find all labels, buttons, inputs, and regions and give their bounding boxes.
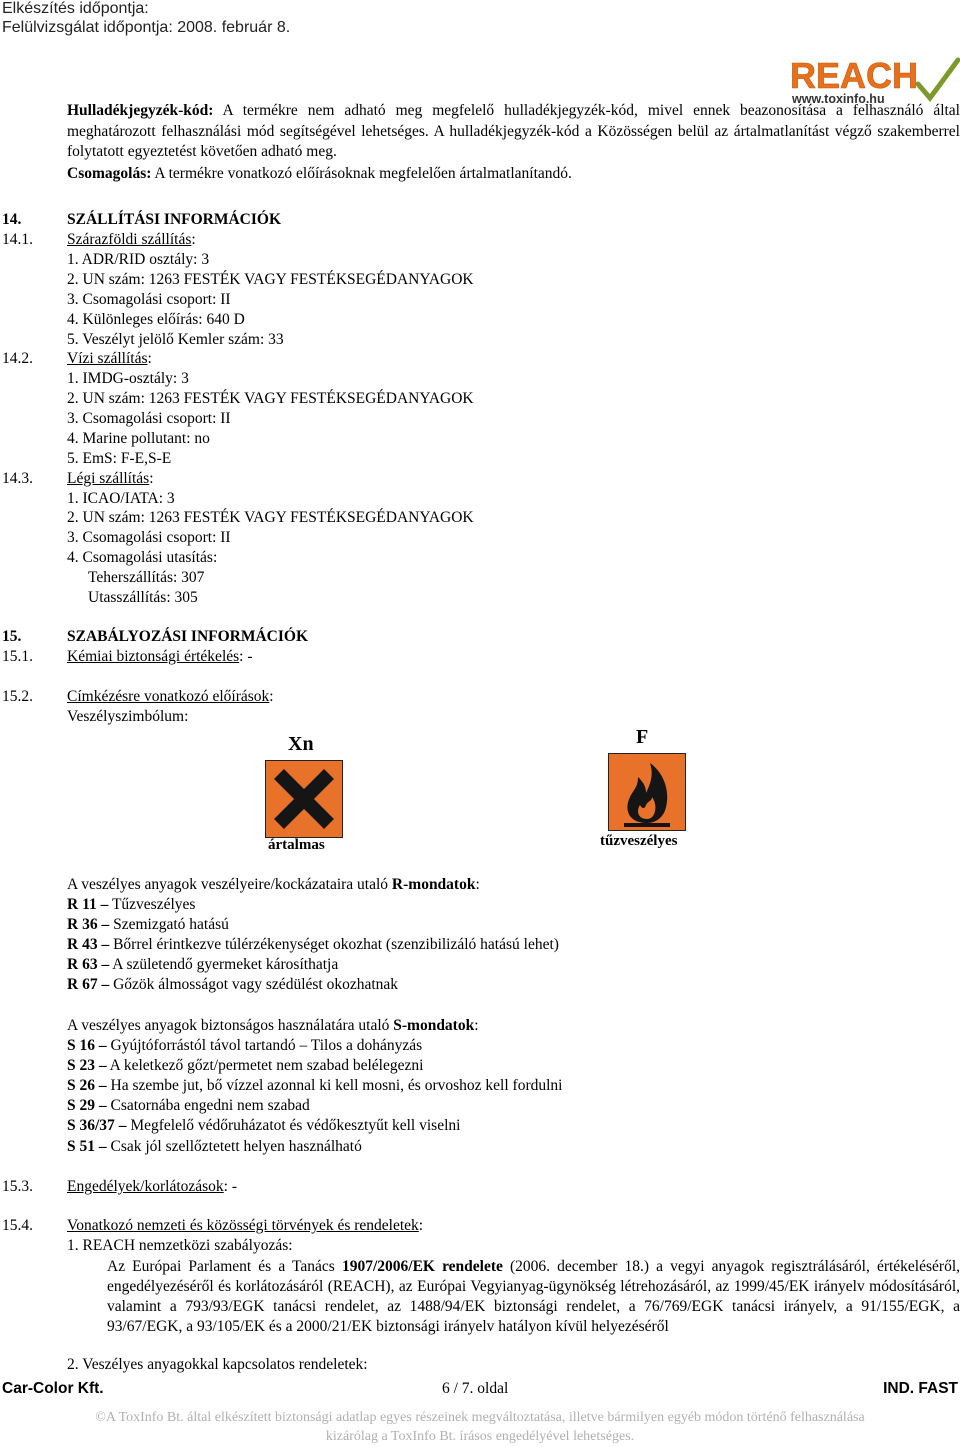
- r-phrase: R 36 – Szemizgató hatású: [67, 916, 229, 933]
- r-phrase: R 63 – A születendő gyermeket károsíthatja: [67, 956, 339, 973]
- section-15-3-number: 15.3.: [2, 1178, 33, 1195]
- harmful-symbol: [262, 733, 346, 855]
- flammable-symbol-name: tűzveszélyes: [600, 833, 678, 849]
- waste-paragraph: [67, 101, 960, 163]
- s-phrases-intro: A veszélyes anyagok biztonságos használatára utaló S-mondatok:: [67, 1017, 479, 1034]
- harmful-symbol-name: ártalmas: [268, 837, 325, 853]
- list-item: 2. UN szám: 1263 FESTÉK VAGY FESTÉKSEGÉDANYAGOK: [67, 271, 474, 288]
- section-15-1-title: Kémiai biztonsági értékelés: -: [67, 648, 253, 665]
- footer-copyright-line2: kizárólag a ToxInfo Bt. írásos engedélyével lehetséges.: [325, 1429, 635, 1444]
- r-phrases-intro: A veszélyes anyagok veszélyeire/kockázataira utaló R-mondatok:: [67, 876, 480, 893]
- section-14-title: SZÁLLÍTÁSI INFORMÁCIÓK: [67, 211, 282, 228]
- flammable-symbol-code: F: [636, 726, 649, 748]
- reach-regulation-item: 1. REACH nemzetközi szabályozás:: [67, 1237, 293, 1254]
- list-item: 1. ADR/RID osztály: 3: [67, 251, 210, 268]
- waste-label: Hulladékjegyzék-kód:: [67, 102, 214, 119]
- harmful-x-icon: [265, 760, 343, 838]
- section-14-3-title: Légi szállítás:: [67, 470, 154, 487]
- footer-company: Car-Color Kft.: [2, 1380, 104, 1397]
- list-item: 2. UN szám: 1263 FESTÉK VAGY FESTÉKSEGÉDANYAGOK: [67, 509, 474, 526]
- packaging-label: Csomagolás:: [67, 165, 152, 182]
- section-14-1-number: 14.1.: [2, 231, 33, 248]
- harmful-symbol-code: Xn: [288, 733, 314, 755]
- dangerous-substances-item: 2. Veszélyes anyagokkal kapcsolatos rendeletek:: [67, 1356, 368, 1373]
- s-phrase: S 29 – Csatornába engedni nem szabad: [67, 1097, 310, 1114]
- r-phrase: R 11 – Tűzveszélyes: [67, 896, 196, 913]
- waste-text: A termékre nem adható meg megfelelő hulladékjegyzék-kód, mivel ennek beazonosítása a felhasználó által meghatározott felhasználási mód segítségével lehetséges. A hulladékjegyzék-kód a Közösségen belül az ártalmatlanítást végző szakemberrel folytatott egyeztetést követően adható meg.: [67, 102, 960, 160]
- list-item: 4. Marine pollutant: no: [67, 430, 210, 447]
- created-date-label: Elkészítés időpontja:: [2, 0, 149, 17]
- section-14-number: 14.: [2, 211, 22, 228]
- section-14-2-title: Vízi szállítás:: [67, 350, 152, 367]
- svg-text:REACH: REACH: [790, 55, 919, 96]
- footer-page-number: 6 / 7. oldal: [442, 1380, 509, 1397]
- section-14-1-title: Szárazföldi szállítás:: [67, 231, 196, 248]
- list-item: Utasszállítás: 305: [88, 589, 198, 606]
- list-item: Teherszállítás: 307: [88, 569, 205, 586]
- flammable-symbol: [598, 726, 698, 854]
- section-15-2-title: Címkézésre vonatkozó előírások:: [67, 688, 274, 705]
- list-item: 3. Csomagolási csoport: II: [67, 291, 231, 308]
- s-phrase: S 23 – A keletkező gőzt/permetet nem szabad belélegezni: [67, 1057, 424, 1074]
- section-14-2-number: 14.2.: [2, 350, 33, 367]
- section-15-4-title: Vonatkozó nemzeti és közösségi törvények és rendeletek:: [67, 1217, 424, 1234]
- section-15-1-number: 15.1.: [2, 648, 33, 665]
- list-item: 3. Csomagolási csoport: II: [67, 410, 231, 427]
- s-phrase: S 51 – Csak jól szellőztetett helyen használható: [67, 1138, 362, 1155]
- section-15-number: 15.: [2, 628, 22, 645]
- section-15-2-number: 15.2.: [2, 688, 33, 705]
- section-15-4-number: 15.4.: [2, 1217, 33, 1234]
- footer-copyright-line1: ©A ToxInfo Bt. által elkészített biztonsági adatlap egyes részeinek megváltoztatása, illetve bármilyen egyéb módon történő felhasználása: [95, 1410, 865, 1425]
- list-item: 1. IMDG-osztály: 3: [67, 370, 189, 387]
- list-item: 3. Csomagolási csoport: II: [67, 529, 231, 546]
- packaging-paragraph: [67, 165, 572, 183]
- s-phrase: S 16 – Gyújtóforrástól távol tartandó – Tilos a dohányzás: [67, 1037, 423, 1054]
- s-phrase: S 36/37 – Megfelelő védőruházatot és védőkesztyűt kell viselni: [67, 1117, 461, 1134]
- list-item: 5. Veszélyt jelölő Kemler szám: 33: [67, 331, 284, 348]
- list-item: 4. Csomagolási utasítás:: [67, 549, 218, 566]
- revision-date-label: Felülvizsgálat időpontja: 2008. február 8.: [2, 19, 291, 36]
- packaging-text: A termékre vonatkozó előírásoknak megfelelően ártalmatlanítandó.: [151, 165, 572, 182]
- section-14-3-number: 14.3.: [2, 470, 33, 487]
- logo-url: www.toxinfo.hu: [792, 92, 885, 106]
- r-phrase: R 67 – Gőzök álmosságot vagy szédülést okozhatnak: [67, 976, 399, 993]
- section-15-title: SZABÁLYOZÁSI INFORMÁCIÓK: [67, 628, 309, 645]
- footer-product: IND. FAST: [883, 1380, 958, 1397]
- list-item: 5. EmS: F-E,S-E: [67, 450, 172, 467]
- flame-icon: [608, 753, 686, 831]
- s-phrase: S 26 – Ha szembe jut, bő vízzel azonnal ki kell mosni, és orvoshoz kell fordulni: [67, 1077, 563, 1094]
- list-item: 1. ICAO/IATA: 3: [67, 490, 175, 507]
- r-phrase: R 43 – Bőrrel érintkezve túlérzékenységet okozhat (szenzibilizáló hatású lehet): [67, 936, 559, 953]
- list-item: 2. UN szám: 1263 FESTÉK VAGY FESTÉKSEGÉDANYAGOK: [67, 390, 474, 407]
- list-item: 4. Különleges előírás: 640 D: [67, 311, 245, 328]
- section-15-3-title: Engedélyek/korlátozások: -: [67, 1178, 238, 1195]
- reach-regulation-text: Az Európai Parlament és a Tanács 1907/2006/EK rendelete (2006. december 18.) a vegyi anyagok regisztrálásáról, értékeléséről, engedélyezéséről és korlátozásáról (REACH), az Európai Vegyianyag-ügynökség létrehozásáról, az 1999/45/EK irányelv módosításáról, valamint a 793/93/EGK tanácsi rendelet, az 1488/94/EK biztonsági rendelet, a 76/769/EGK tanácsi irányelv, a 91/155/EGK, a 93/67/EGK, a 93/105/EK és a 2000/21/EK biztonsági irányelv hatályon kívül helyezéséről: [107, 1258, 960, 1335]
- hazard-symbol-label: Veszélyszimbólum:: [67, 708, 189, 725]
